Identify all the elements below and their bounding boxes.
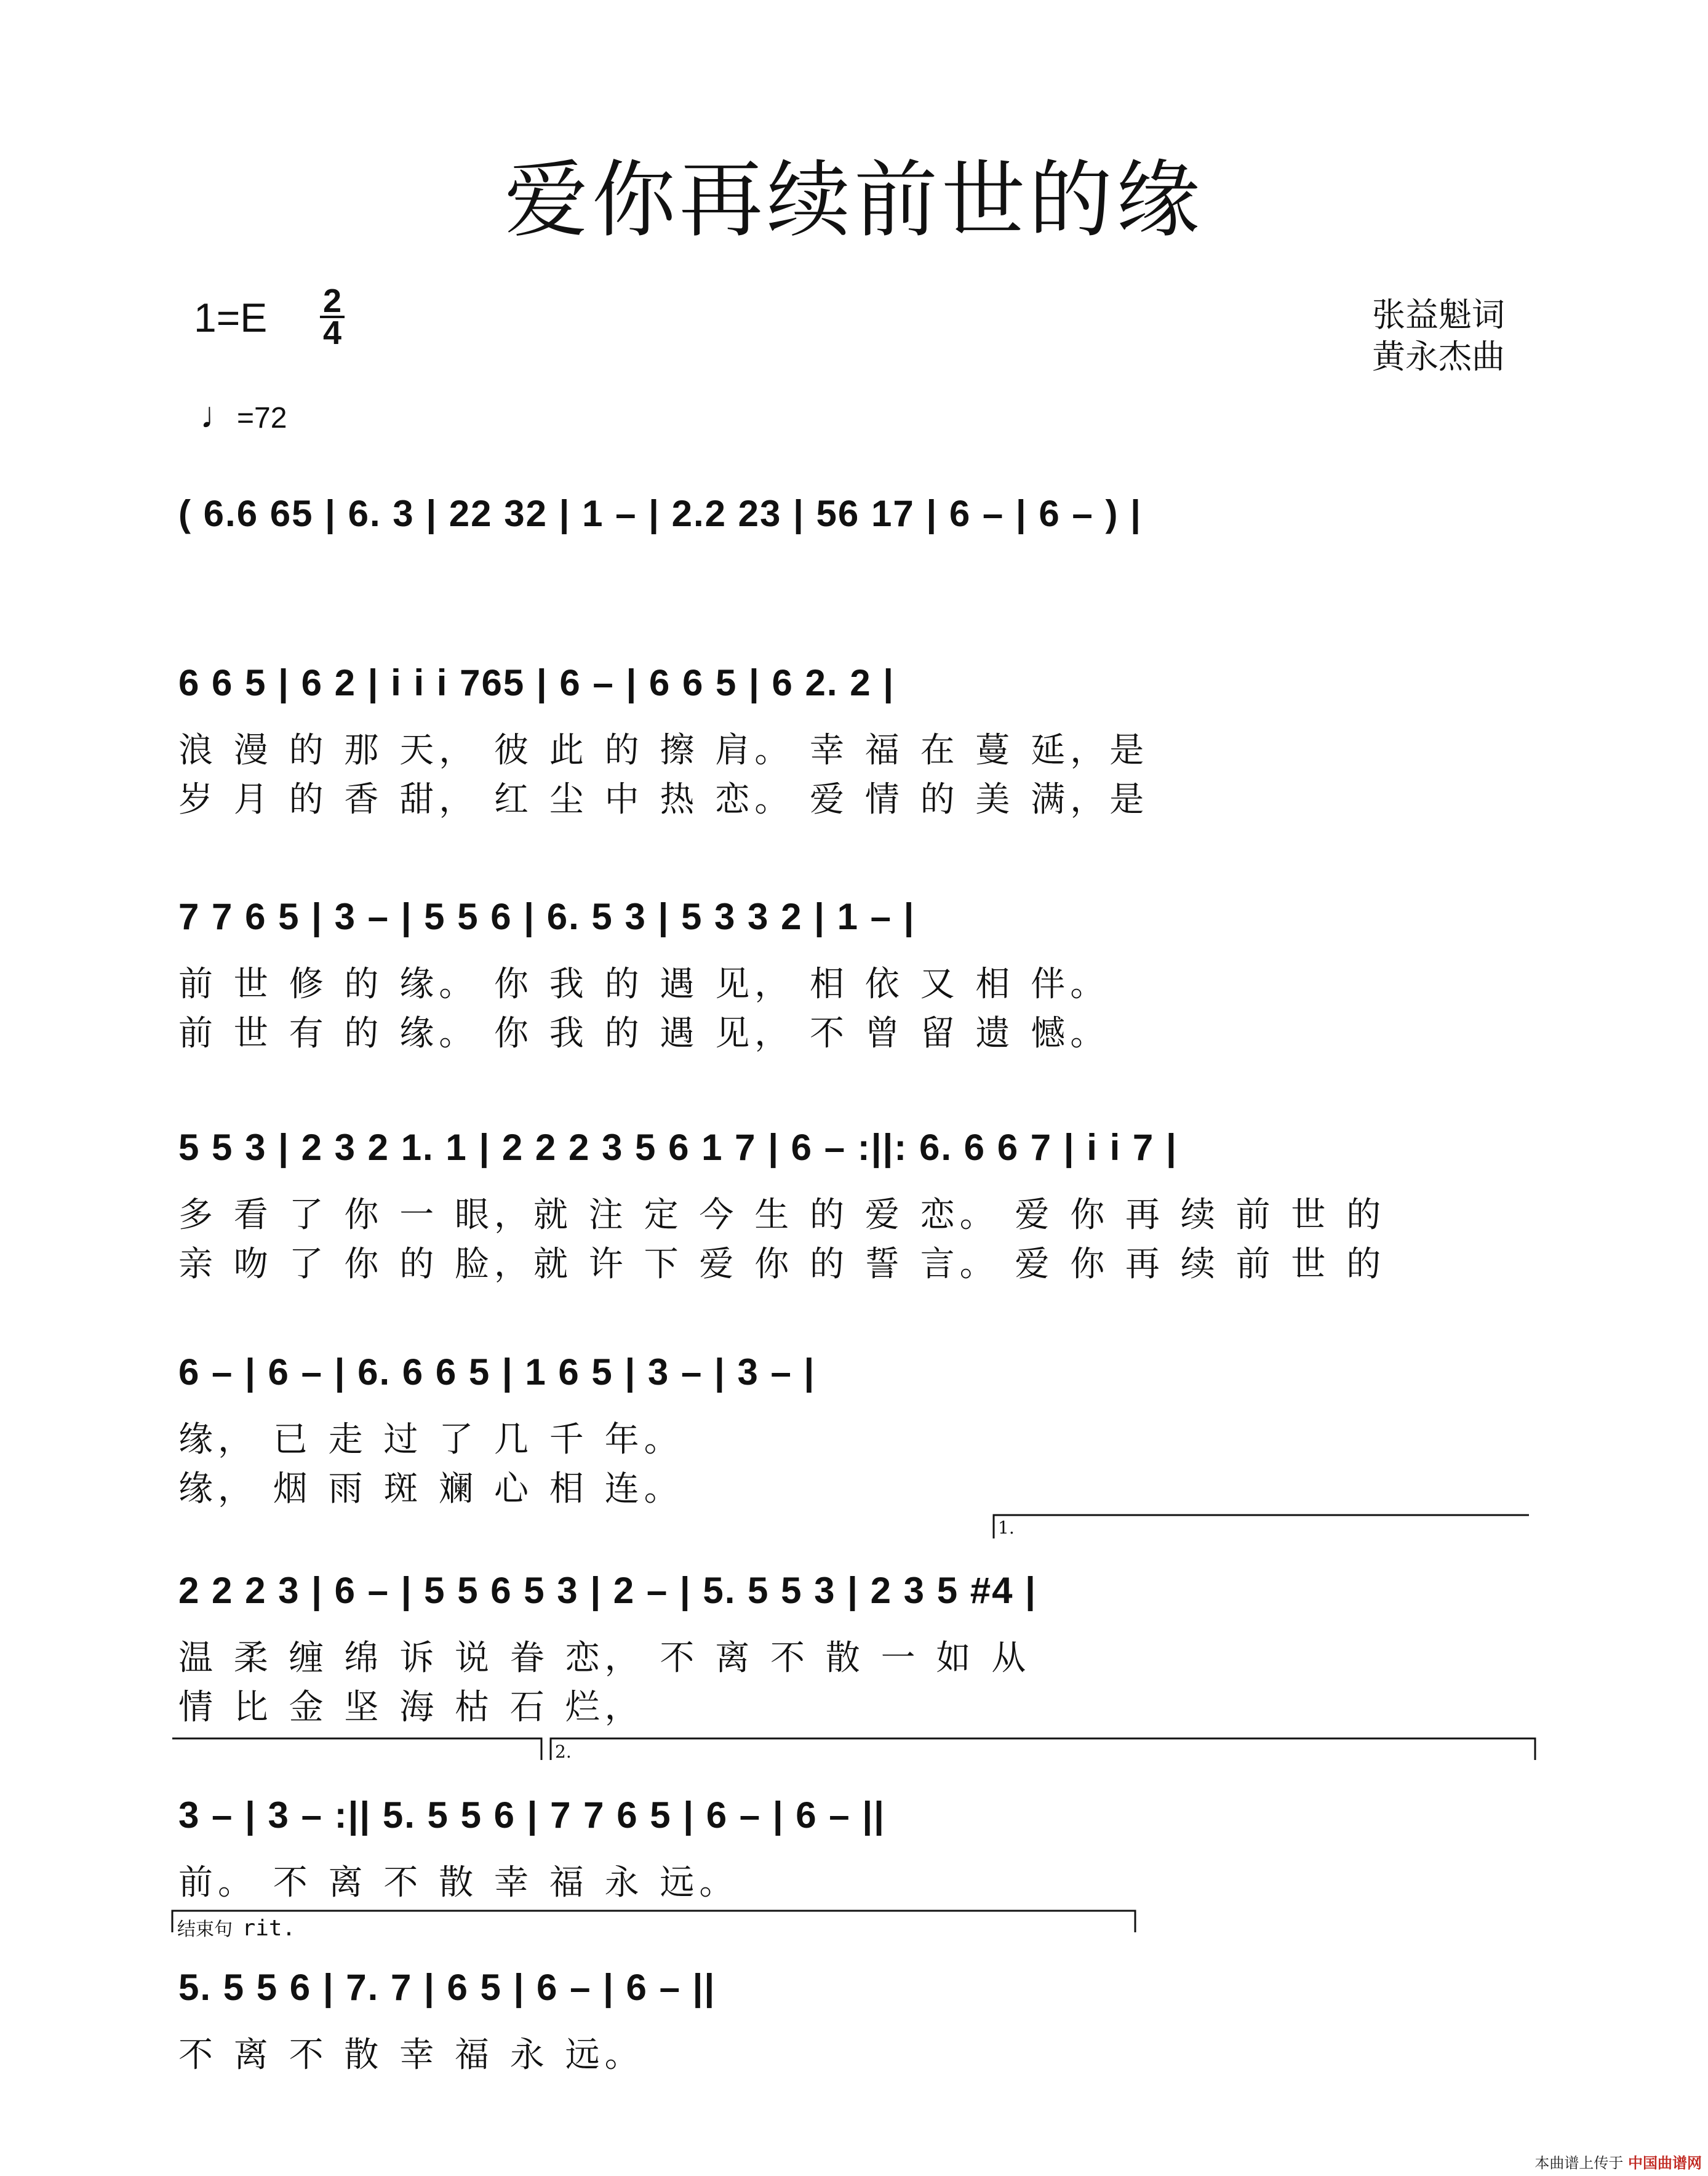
footer-prefix: 本曲谱上传于 [1534, 2154, 1624, 2172]
lyric-verse-2: 前 世 有 的 缘。 你 我 的 遇 见， 不 曾 留 遗 憾。 [178, 1014, 1110, 1054]
notation-line: 2 2 2 3 | 6 – | 5 5 6 5 3 | 2 – | 5. 5 5 3 | 2 3 5 #4 | [178, 1570, 1037, 1611]
lyric-verse-2: 情 比 金 坚 海 枯 石 烂， [178, 1687, 644, 1727]
composer: 黄永杰曲 [1372, 337, 1505, 376]
lyric-verse-1: 缘， 已 走 过 了 几 千 年。 [178, 1420, 684, 1460]
lyric-verse-1: 前 世 修 的 缘。 你 我 的 遇 见， 相 依 又 相 伴。 [178, 964, 1110, 1004]
meter-top: 2 [322, 282, 342, 319]
notation-line: 3 – | 3 – :|| 5. 5 5 6 | 7 7 6 5 | 6 – | 6 – || [178, 1794, 885, 1836]
lyric-verse-1: 浪 漫 的 那 天， 彼 此 的 擦 肩。 幸 福 在 蔓 延，是 [178, 730, 1149, 770]
lyricist: 张益魁词 [1372, 295, 1505, 334]
lyric-verse-1: 温 柔 缠 绵 诉 说 眷 恋， 不 离 不 散 一 如 从 [178, 1638, 1031, 1678]
volta-1-label: 1. [998, 1518, 1015, 1538]
lyric-verse-2: 缘， 烟 雨 斑 斓 心 相 连。 [178, 1469, 684, 1509]
key-signature: 1=E [194, 295, 268, 340]
lyric-verse-2: 亲 吻 了 你 的 脸，就 许 下 爱 你 的 誓 言。 爱 你 再 续 前 世 的 [178, 1244, 1386, 1284]
meter-bottom: 4 [322, 314, 342, 351]
rit-marking: rit. [242, 1916, 296, 1941]
tempo-value: =72 [237, 402, 287, 434]
notation-line: 6 6 5 | 6 2 | i i i 765 | 6 – | 6 6 5 | 6 2. 2 | [178, 662, 895, 703]
notation-line: 5 5 3 | 2 3 2 1. 1 | 2 2 2 3 5 6 1 7 | 6 – :||: 6. 6 6 7 | i i 7 | [178, 1127, 1178, 1168]
ending-label [177, 1914, 295, 1941]
page-title: 爱你再续前世的缘 [505, 152, 1203, 249]
source-footer [1534, 2151, 1702, 2172]
notation-line: 6 – | 6 – | 6. 6 6 5 | 1 6 5 | 3 – | 3 – | [178, 1351, 816, 1393]
volta-2-label: 2. [555, 1742, 572, 1762]
ending-label-text: 结束句 [177, 1919, 233, 1940]
notation-line: 7 7 6 5 | 3 – | 5 5 6 | 6. 5 3 | 5 3 3 2 | 1 – | [178, 896, 916, 937]
notation-line: ( 6.6 65 | 6. 3 | 22 32 | 1 – | 2.2 23 | 56 17 | 6 – | 6 – ) | [178, 493, 1142, 534]
site-logo[interactable]: 中国曲谱网 [1628, 2154, 1702, 2172]
lyric-verse-1: 多 看 了 你 一 眼，就 注 定 今 生 的 爱 恋。 爱 你 再 续 前 世 的 [178, 1195, 1386, 1235]
lyric-verse-1: 不 离 不 散 幸 福 永 远。 [178, 2035, 644, 2075]
notation-line: 5. 5 5 6 | 7. 7 | 6 5 | 6 – | 6 – || [178, 1967, 716, 2008]
quarter-note-icon: ♩ [200, 394, 237, 436]
lyric-verse-2: 岁 月 的 香 甜， 红 尘 中 热 恋。 爱 情 的 美 满，是 [178, 780, 1149, 820]
lyric-verse-1: 前。 不 离 不 散 幸 福 永 远。 [178, 1863, 739, 1903]
